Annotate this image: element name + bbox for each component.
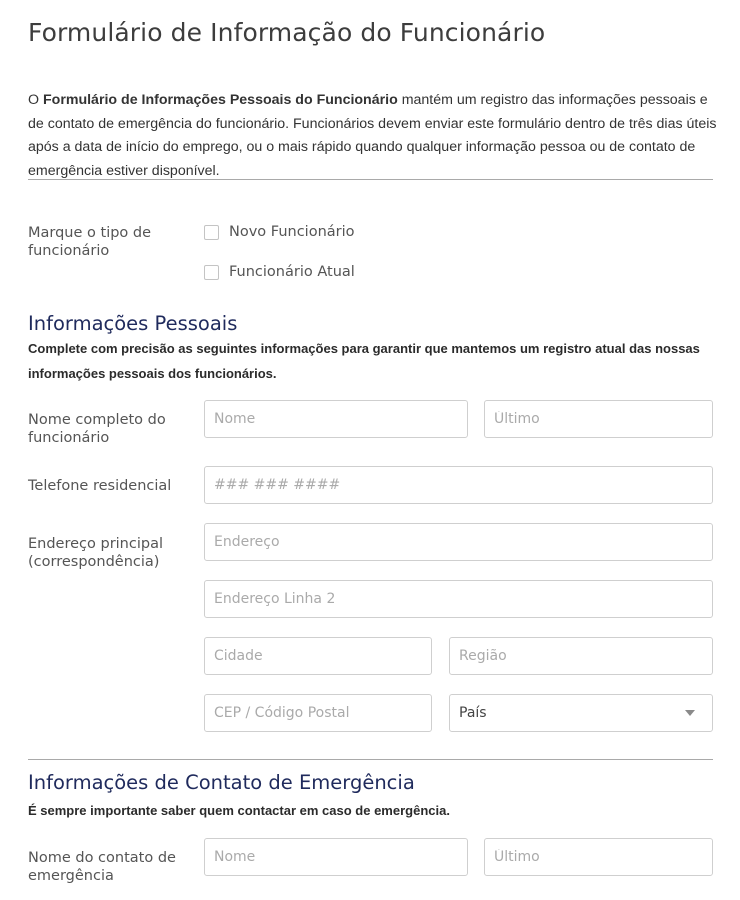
intro-rest: mantém um registro das informações pessoais e de contato de emergência do funcionário. Funcionários devem enviar este formulário dentro de três dias úteis após a data de início do emprego, ou o mais rápido quando qualquer informação pessoa ou de contato de emergência estiver disponível. [28,92,717,179]
new-employee-checkbox[interactable] [204,225,219,240]
emergency-name-label: Nome do contato de emergência [28,850,176,884]
option-current-employee[interactable] [204,261,355,283]
emergency-contact-subtitle: É sempre importante saber quem contactar em caso de emergência. [28,803,450,818]
intro-form-name: Formulário de Informações Pessoais do Funcionário [42,92,398,108]
emergency-last-name-input[interactable] [484,838,713,876]
address-input[interactable] [204,523,713,561]
emergency-contact-title: Informações de Contato de Emergência [28,771,415,794]
address-label: Endereço principal (correspondência) [28,536,163,570]
city-input[interactable] [204,637,432,675]
divider [28,179,713,180]
intro-paragraph [28,89,718,183]
region-input[interactable] [449,637,713,675]
country-select-value: País [459,705,487,721]
country-select[interactable] [449,694,713,732]
page-title: Formulário de Informação do Funcionário [28,18,546,47]
current-employee-label[interactable]: Funcionário Atual [229,264,355,280]
option-new-employee[interactable] [204,221,355,243]
employee-last-name-input[interactable] [484,400,713,438]
current-employee-checkbox[interactable] [204,265,219,280]
employee-type-label: Marque o tipo de funcionário [28,225,152,259]
emergency-first-name-input[interactable] [204,838,468,876]
new-employee-label[interactable]: Novo Funcionário [229,224,355,240]
personal-info-title: Informações Pessoais [28,312,238,335]
address-line2-input[interactable] [204,580,713,618]
home-phone-label: Telefone residencial [28,478,172,494]
intro-lead: O [28,92,43,108]
employee-name-label: Nome completo do funcionário [28,412,166,446]
zip-code-input[interactable] [204,694,432,732]
employee-first-name-input[interactable] [204,400,468,438]
divider [28,759,713,760]
home-phone-input[interactable] [204,466,713,504]
chevron-down-icon [685,710,695,716]
personal-info-subtitle: Complete com precisão as seguintes informações para garantir que mantemos um registro atual das nossas informações pessoais dos funcionários. [28,341,700,381]
